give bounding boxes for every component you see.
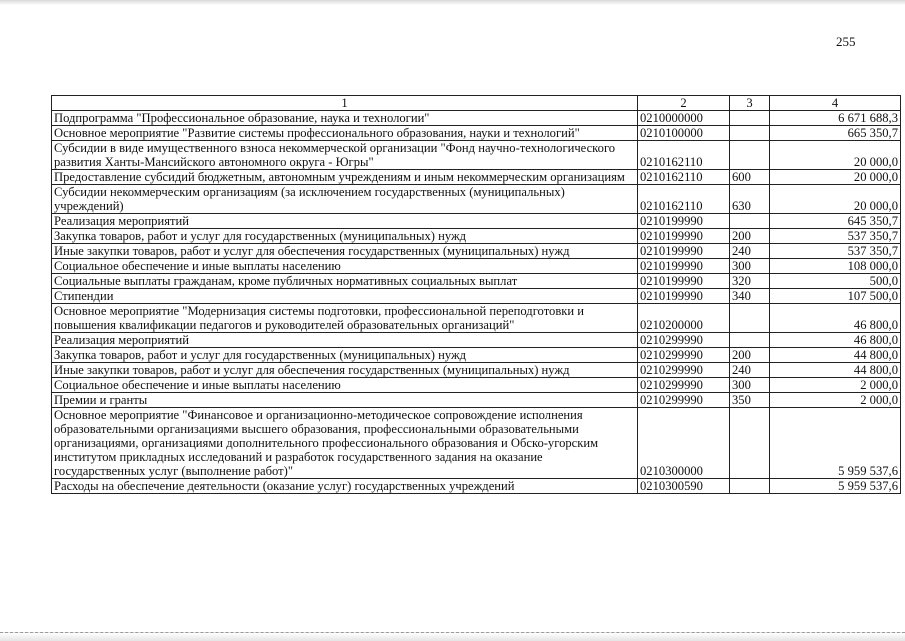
row-name: Социальное обеспечение и иные выплаты населению bbox=[52, 259, 638, 274]
table-row bbox=[52, 289, 901, 304]
row-code: 0210199990 bbox=[638, 259, 730, 274]
row-expense-type: 350 bbox=[730, 393, 770, 408]
page-number: 255 bbox=[836, 34, 856, 49]
row-amount: 665 350,7 bbox=[770, 126, 901, 141]
row-amount: 20 000,0 bbox=[770, 170, 901, 185]
row-name: Подпрограмма "Профессиональное образование, наука и технологии" bbox=[52, 111, 638, 126]
table-row bbox=[52, 259, 901, 274]
row-amount: 20 000,0 bbox=[770, 141, 901, 170]
row-name: Субсидии в виде имущественного взноса некоммерческой организации "Фонд научно-технологического развития Ханты-Мансийского автономного округа - Югры" bbox=[52, 141, 638, 170]
column-header: 2 bbox=[638, 96, 730, 111]
row-name: Расходы на обеспечение деятельности (оказание услуг) государственных учреждений bbox=[52, 479, 638, 494]
row-amount: 2 000,0 bbox=[770, 393, 901, 408]
row-code: 0210299990 bbox=[638, 393, 730, 408]
row-expense-type: 340 bbox=[730, 289, 770, 304]
row-name: Основное мероприятие "Модернизация системы подготовки, профессиональной переподготовки и повышения квалификации педагогов и руководителей образовательных организаций" bbox=[52, 304, 638, 333]
row-amount: 108 000,0 bbox=[770, 259, 901, 274]
column-header: 3 bbox=[730, 96, 770, 111]
row-expense-type bbox=[730, 214, 770, 229]
row-name: Предоставление субсидий бюджетным, автономным учреждениям и иным некоммерческим организациям bbox=[52, 170, 638, 185]
row-expense-type: 240 bbox=[730, 244, 770, 259]
table-row bbox=[52, 333, 901, 348]
row-amount: 46 800,0 bbox=[770, 333, 901, 348]
row-amount: 500,0 bbox=[770, 274, 901, 289]
row-amount: 44 800,0 bbox=[770, 348, 901, 363]
row-expense-type bbox=[730, 333, 770, 348]
row-name: Социальное обеспечение и иные выплаты населению bbox=[52, 378, 638, 393]
table-row bbox=[52, 244, 901, 259]
table-row bbox=[52, 214, 901, 229]
table-row bbox=[52, 304, 901, 333]
row-amount: 107 500,0 bbox=[770, 289, 901, 304]
row-amount: 46 800,0 bbox=[770, 304, 901, 333]
row-amount: 6 671 688,3 bbox=[770, 111, 901, 126]
row-amount: 537 350,7 bbox=[770, 229, 901, 244]
row-name: Закупка товаров, работ и услуг для государственных (муниципальных) нужд bbox=[52, 229, 638, 244]
scan-top-edge bbox=[0, 0, 905, 5]
row-name: Социальные выплаты гражданам, кроме публичных нормативных социальных выплат bbox=[52, 274, 638, 289]
row-code: 0210162110 bbox=[638, 141, 730, 170]
row-expense-type: 300 bbox=[730, 378, 770, 393]
row-expense-type: 300 bbox=[730, 259, 770, 274]
row-code: 0210100000 bbox=[638, 126, 730, 141]
budget-table bbox=[51, 95, 901, 494]
table-row bbox=[52, 363, 901, 378]
row-name: Закупка товаров, работ и услуг для государственных (муниципальных) нужд bbox=[52, 348, 638, 363]
row-expense-type: 200 bbox=[730, 229, 770, 244]
column-header: 1 bbox=[52, 96, 638, 111]
row-expense-type bbox=[730, 304, 770, 333]
table-row bbox=[52, 378, 901, 393]
table-row bbox=[52, 393, 901, 408]
table-row bbox=[52, 126, 901, 141]
row-expense-type bbox=[730, 408, 770, 479]
row-expense-type: 200 bbox=[730, 348, 770, 363]
row-name: Иные закупки товаров, работ и услуг для обеспечения государственных (муниципальных) нужд bbox=[52, 244, 638, 259]
row-code: 0210300000 bbox=[638, 408, 730, 479]
row-amount: 20 000,0 bbox=[770, 185, 901, 214]
table-row bbox=[52, 141, 901, 170]
table-row bbox=[52, 111, 901, 126]
row-code: 0210299990 bbox=[638, 378, 730, 393]
row-amount: 5 959 537,6 bbox=[770, 479, 901, 494]
table-row bbox=[52, 408, 901, 479]
table-row bbox=[52, 185, 901, 214]
row-amount: 44 800,0 bbox=[770, 363, 901, 378]
row-code: 0210200000 bbox=[638, 304, 730, 333]
row-amount: 645 350,7 bbox=[770, 214, 901, 229]
row-name: Реализация мероприятий bbox=[52, 333, 638, 348]
row-expense-type: 630 bbox=[730, 185, 770, 214]
row-code: 0210299990 bbox=[638, 348, 730, 363]
row-expense-type bbox=[730, 479, 770, 494]
row-code: 0210199990 bbox=[638, 274, 730, 289]
row-expense-type bbox=[730, 111, 770, 126]
row-name: Реализация мероприятий bbox=[52, 214, 638, 229]
table-body bbox=[52, 111, 901, 494]
table-row bbox=[52, 274, 901, 289]
row-name: Стипендии bbox=[52, 289, 638, 304]
row-amount: 2 000,0 bbox=[770, 378, 901, 393]
row-expense-type bbox=[730, 141, 770, 170]
row-name: Субсидии некоммерческим организациям (за исключением государственных (муниципальных) учреждений) bbox=[52, 185, 638, 214]
row-code: 0210199990 bbox=[638, 229, 730, 244]
column-header: 4 bbox=[770, 96, 901, 111]
row-name: Основное мероприятие "Финансовое и организационно-методическое сопровождение исполнения образовательными организациями высшего образования, профессиональными образовательными организациями, организациями дополнительного профессионального образования и Обско-угорским институтом прикладных исследований и разработок государственного задания на оказание государственных услуг (выполнение работ)" bbox=[52, 408, 638, 479]
row-code: 0210199990 bbox=[638, 244, 730, 259]
table-row bbox=[52, 170, 901, 185]
table-header-row bbox=[52, 96, 901, 111]
table-row bbox=[52, 229, 901, 244]
row-code: 0210199990 bbox=[638, 214, 730, 229]
row-name: Основное мероприятие "Развитие системы профессионального образования, науки и технологий" bbox=[52, 126, 638, 141]
row-amount: 537 350,7 bbox=[770, 244, 901, 259]
row-code: 0210162110 bbox=[638, 170, 730, 185]
row-amount: 5 959 537,6 bbox=[770, 408, 901, 479]
row-expense-type: 320 bbox=[730, 274, 770, 289]
row-expense-type: 600 bbox=[730, 170, 770, 185]
row-code: 0210000000 bbox=[638, 111, 730, 126]
row-code: 0210199990 bbox=[638, 289, 730, 304]
table-row bbox=[52, 348, 901, 363]
row-code: 0210300590 bbox=[638, 479, 730, 494]
table-row bbox=[52, 479, 901, 494]
row-code: 0210162110 bbox=[638, 185, 730, 214]
row-expense-type bbox=[730, 126, 770, 141]
row-expense-type: 240 bbox=[730, 363, 770, 378]
row-name: Премии и гранты bbox=[52, 393, 638, 408]
row-code: 0210299990 bbox=[638, 363, 730, 378]
row-code: 0210299990 bbox=[638, 333, 730, 348]
row-name: Иные закупки товаров, работ и услуг для обеспечения государственных (муниципальных) нужд bbox=[52, 363, 638, 378]
